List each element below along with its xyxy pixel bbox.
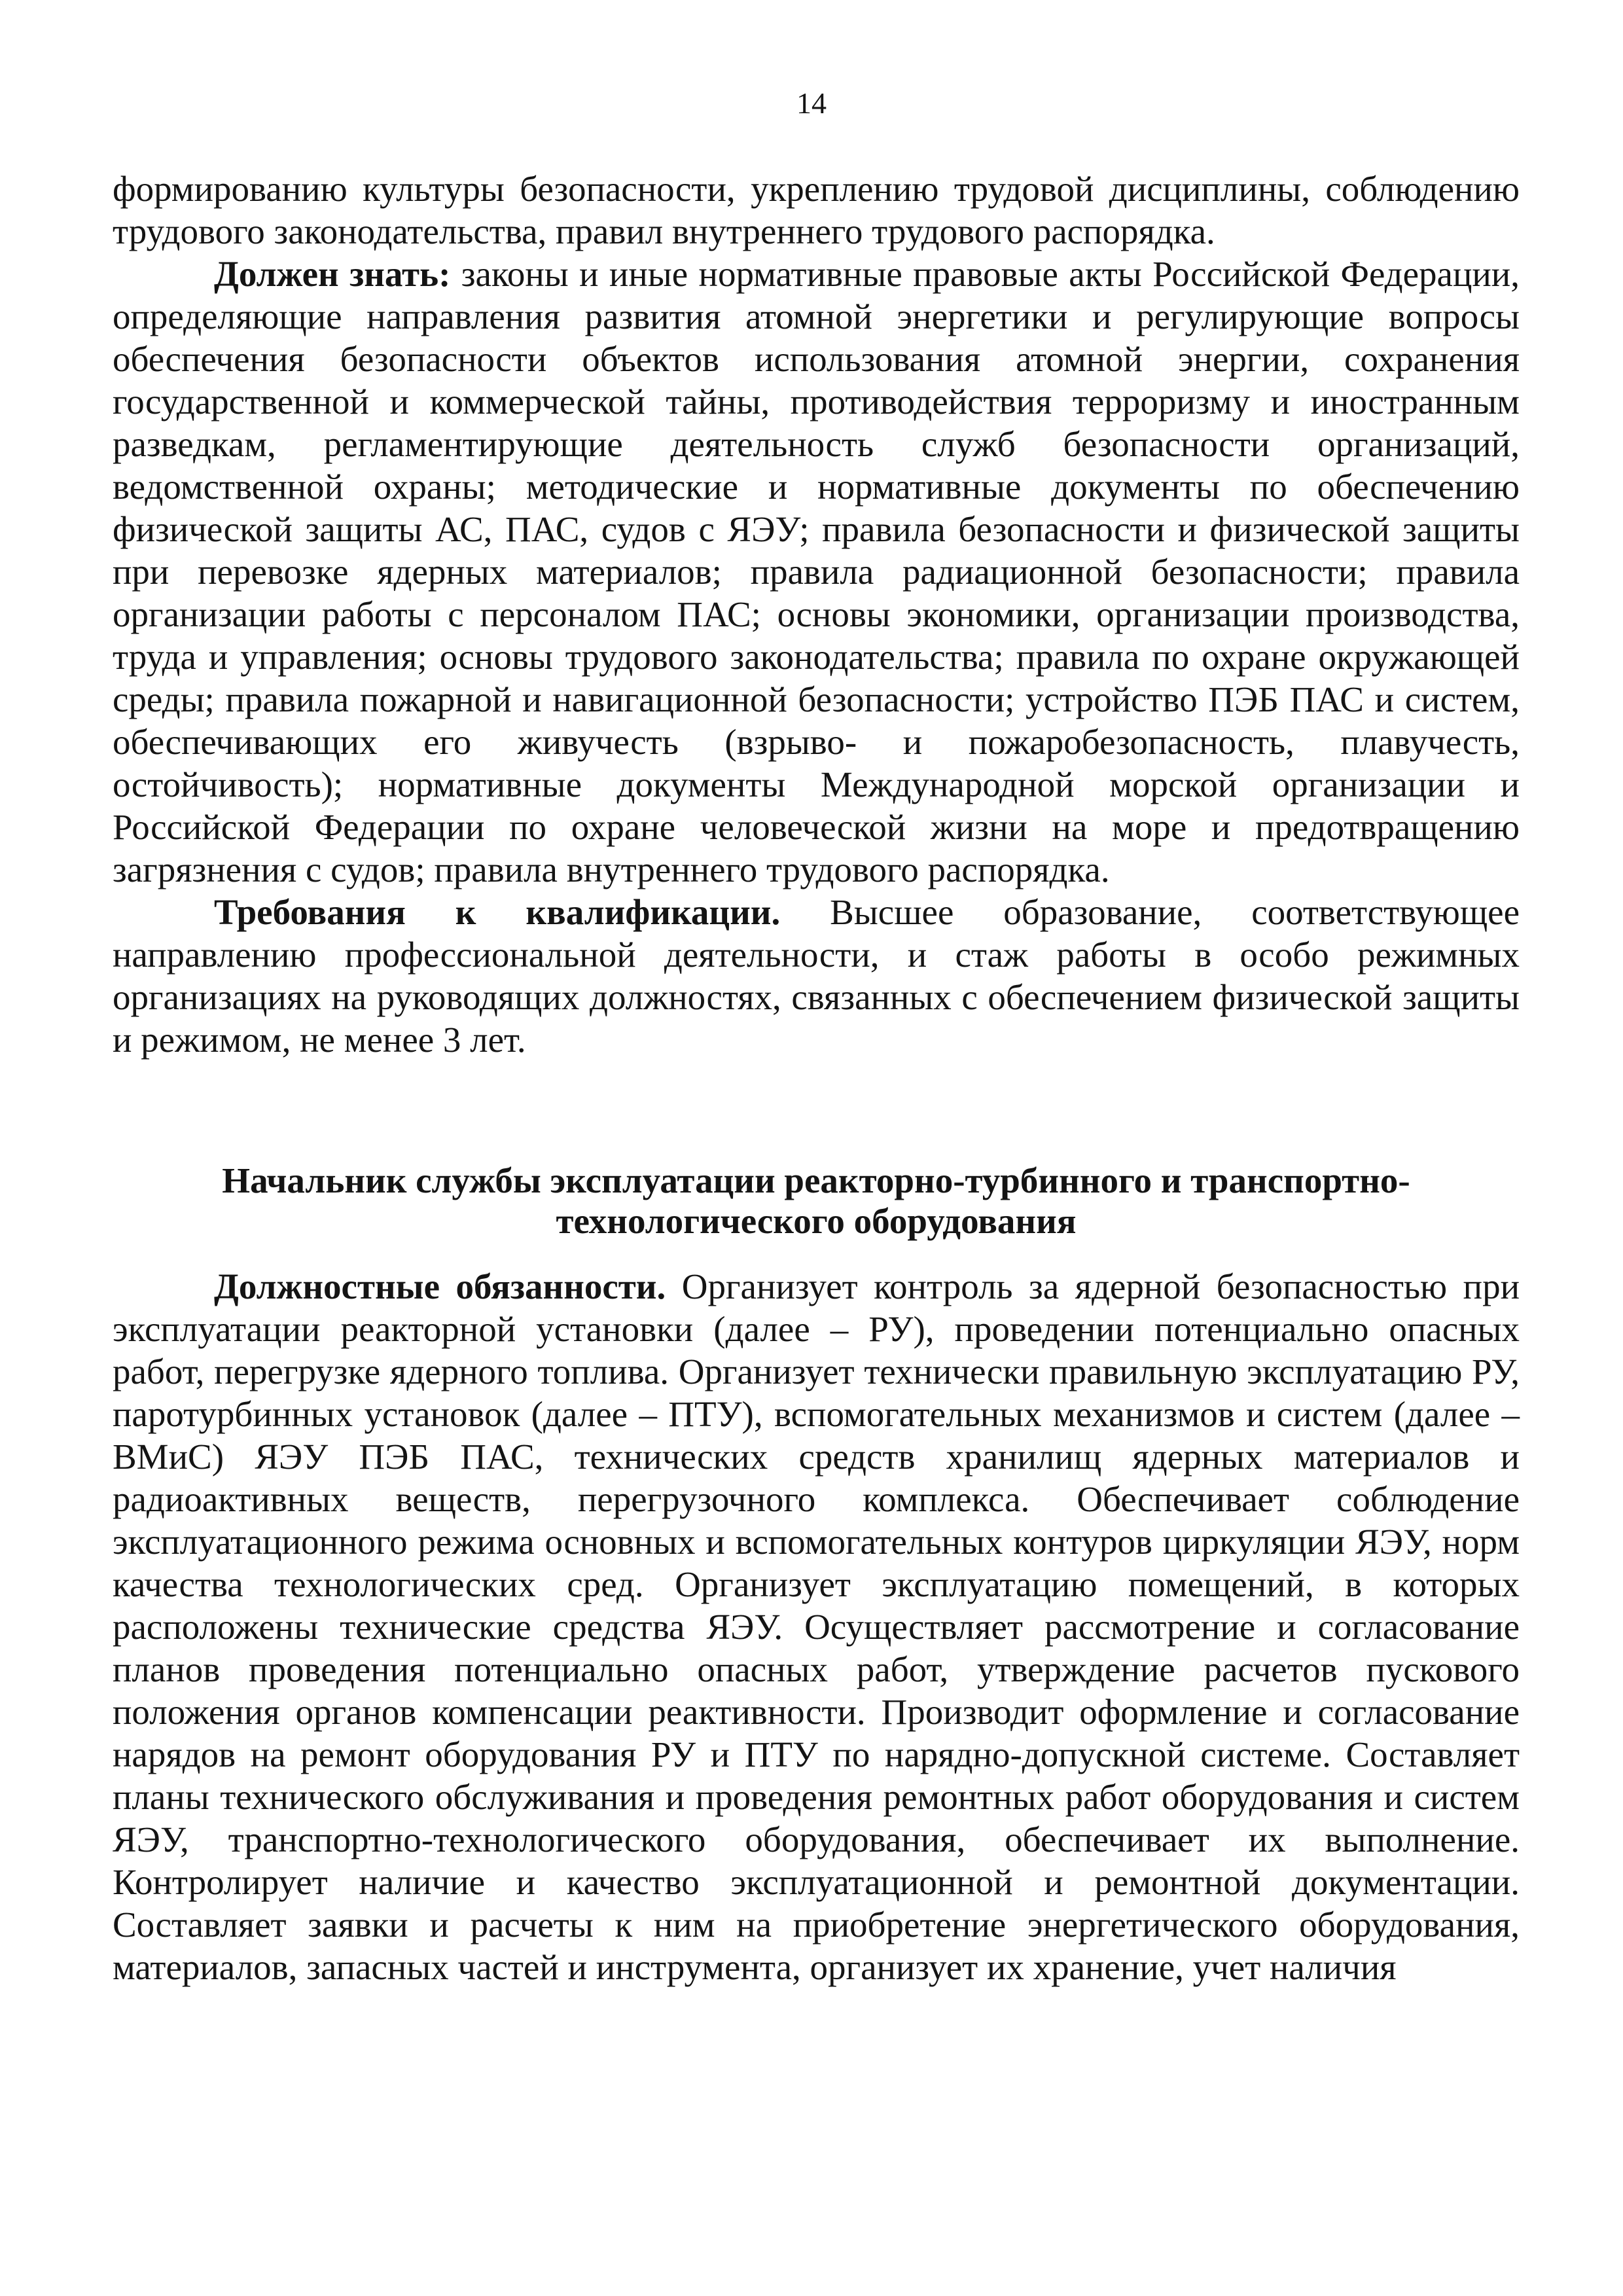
paragraph-text: законы и иные нормативные правовые акты Российской Федерации, определяющие направления развития атомной энергетики и регулирующие вопросы обеспечения безопасности объектов использования атомной энергии, сохранения государственной и коммерческой тайны, противодействия терроризму и иностранным разведкам, регламентирующие деятельность служб безопасности организаций, ведомственной охраны; методические и нормативные документы по обеспечению физической защиты АС, ПАС, судов с ЯЭУ; правила безопасности и физической защиты при перевозке ядерных материалов; правила радиационной безопасности; правила организации работы с персоналом ПАС; основы экономики, организации производства, труда и управления; основы трудового законодательства; правила по охране окружающей среды; правила пожарной и навигационной безопасности; устройство ПЭБ ПАС и систем, обеспечивающих его живучесть (взрыво- и пожаробезопасность, плавучесть, остойчивость); нормативные документы Международной морской организации и Российской Федерации по охране человеческой жизни на море и предотвращению загрязнения с судов; правила внутреннего трудового распорядка.: [113, 254, 1520, 889]
paragraph-lead: Должен знать:: [214, 254, 451, 294]
paragraph-text: формированию культуры безопасности, укреплению трудовой дисциплины, соблюдению трудового законодательства, правил внутреннего трудового распорядка.: [113, 169, 1520, 251]
section-heading: [113, 1160, 1520, 1242]
paragraph-lead: Требования к квалификации.: [214, 892, 781, 932]
paragraph-continuation: [113, 168, 1520, 253]
page-number: 14: [796, 86, 827, 120]
document-body: [113, 168, 1520, 1988]
paragraph-qualification: [113, 891, 1520, 1061]
paragraph-duties: [113, 1265, 1520, 1988]
paragraph-must-know: [113, 253, 1520, 891]
section-heading-line-2: технологического оборудования: [556, 1201, 1077, 1241]
paragraph-text: Высшее образование, соответствующее направлению профессиональной деятельности, и стаж работы в особо режимных организациях на руководящих должностях, связанных с обеспечением физической защиты и режимом, не менее 3 лет.: [113, 892, 1520, 1060]
paragraph-lead: Должностные обязанности.: [214, 1266, 666, 1306]
paragraph-text: Организует контроль за ядерной безопасностью при эксплуатации реакторной установки (далее – РУ), проведении потенциально опасных работ, перегрузке ядерного топлива. Организует технически правильную эксплуатацию РУ, паротурбинных установок (далее – ПТУ), вспомогательных механизмов и систем (далее – ВМиС) ЯЭУ ПЭБ ПАС, технических средств хранилищ ядерных материалов и радиоактивных веществ, перегрузочного комплекса. Обеспечивает соблюдение эксплуатационного режима основных и вспомогательных контуров циркуляции ЯЭУ, норм качества технологических сред. Организует эксплуатацию помещений, в которых расположены технические средства ЯЭУ. Осуществляет рассмотрение и согласование планов проведения потенциально опасных работ, утверждение расчетов пускового положения органов компенсации реактивности. Производит оформление и согласование нарядов на ремонт оборудования РУ и ПТУ по нарядно-допускной системе. Составляет планы технического обслуживания и проведения ремонтных работ оборудования и систем ЯЭУ, транспортно-технологического оборудования, обеспечивает их выполнение. Контролирует наличие и качество эксплуатационной и ремонтной документации. Составляет заявки и расчеты к ним на приобретение энергетического оборудования, материалов, запасных частей и инструмента, организует их хранение, учет наличия: [113, 1266, 1520, 1987]
section-heading-line-1: Начальник службы эксплуатации реакторно-турбинного и транспортно-: [222, 1160, 1410, 1200]
